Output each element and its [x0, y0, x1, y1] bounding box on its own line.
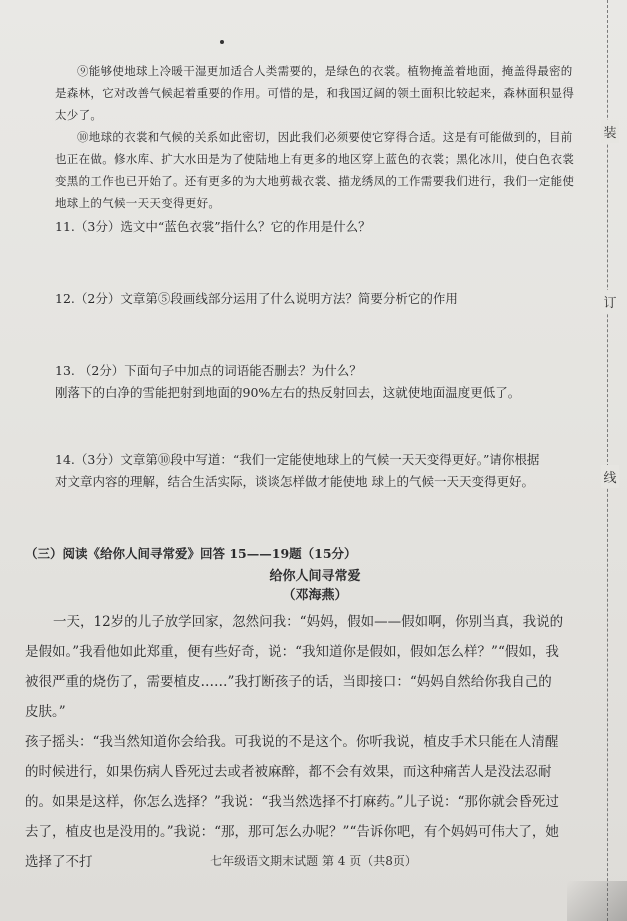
- story-author: （邓海燕）: [282, 588, 348, 603]
- story-paragraph-2: 孩子摇头：“我当然知道你会给我。可我说的不是这个。你听我说，植皮手术只能在人清醒的时候进行，如果伤病人昏死过去或者被麻醉，都不会有效果，而这种痛苦人是没法忍耐的。如果是这样，你怎么选择？”我说：“我当然选择不打麻药。”儿子说：“那你就会昏死过去了，植皮也是没用的。”我说：“那，那可怎么办呢？”“告诉你吧，有个妈妈可伟大了，她选择了不打: [25, 734, 559, 870]
- answer-space-11[interactable]: [55, 238, 575, 288]
- answer-space-14[interactable]: [55, 493, 575, 543]
- question-12: 12.（2分）文章第⑤段画线部分运用了什么说明方法？简要分析它的作用: [55, 291, 458, 306]
- question-13-sentence: 刚落下的白净的雪能把射到地面的90%左右的热反射回去，这就使地面温度更低了。: [55, 385, 521, 400]
- answer-space-12[interactable]: [55, 310, 575, 360]
- binding-label-zhuang: 装: [601, 120, 619, 143]
- question-14: 14.（3分）文章第⑩段中写道：“我们一定能使地球上的气候一天天变得更好。”请你根据对文章内容的理解，结合生活实际，谈谈怎样做才能使地 球上的气候一天天变得更好。: [55, 452, 540, 489]
- question-13: 13. （2分）下面句子中加点的词语能否删去？为什么？: [55, 363, 362, 378]
- ink-dot: [220, 40, 224, 44]
- story-paragraph-1: 一天，12岁的儿子放学回家，忽然问我：“妈妈，假如——假如啊，你别当真，我说的是假如。”我看他如此郑重，便有些好奇，说：“我知道你是假如，假如怎么样？”“假如，我被很严重的烧伤了，需要植皮……”我打断孩子的话，当即接口：“妈妈自然给你我自己的皮肤。”: [25, 614, 564, 720]
- page-content: [25, 60, 575, 877]
- question-11: 11.（3分）选文中“蓝色衣裳”指什么？它的作用是什么？: [55, 219, 371, 234]
- corner-shadow: [567, 881, 627, 921]
- story-title: 给你人间寻常爱: [269, 569, 361, 584]
- page-footer: 七年级语文期末试题 第 4 页（共8页）: [210, 854, 417, 868]
- passage-paragraph-10: ⑩地球的衣裳和气候的关系如此密切，因此我们必须要使它穿得合适。这是有可能做到的，目前也正在做。修水库、扩大水田是为了使陆地上有更多的地区穿上蓝色的衣裳；黑化冰川，使白色衣裳变黑的工作也已开始了。还有更多的为大地剪裁衣裳、描龙绣凤的工作需要我们进行，我们一定能使地球上的气候一天天变得更好。: [55, 130, 575, 210]
- section-3-heading: （三）阅读《给你人间寻常爱》回答 15——19题（15分）: [25, 546, 357, 561]
- answer-space-13[interactable]: [55, 404, 575, 449]
- binding-label-ding: 订: [601, 290, 619, 313]
- passage-paragraph-9: ⑨能够使地球上冷暖干湿更加适合人类需要的，是绿色的衣裳。植物掩盖着地面，掩盖得最密的是森林，它对改善气候起着重要的作用。可惜的是，和我国辽阔的领土面积比较起来，森林面积显得太少了。: [55, 64, 575, 122]
- binding-label-xian: 线: [601, 465, 619, 488]
